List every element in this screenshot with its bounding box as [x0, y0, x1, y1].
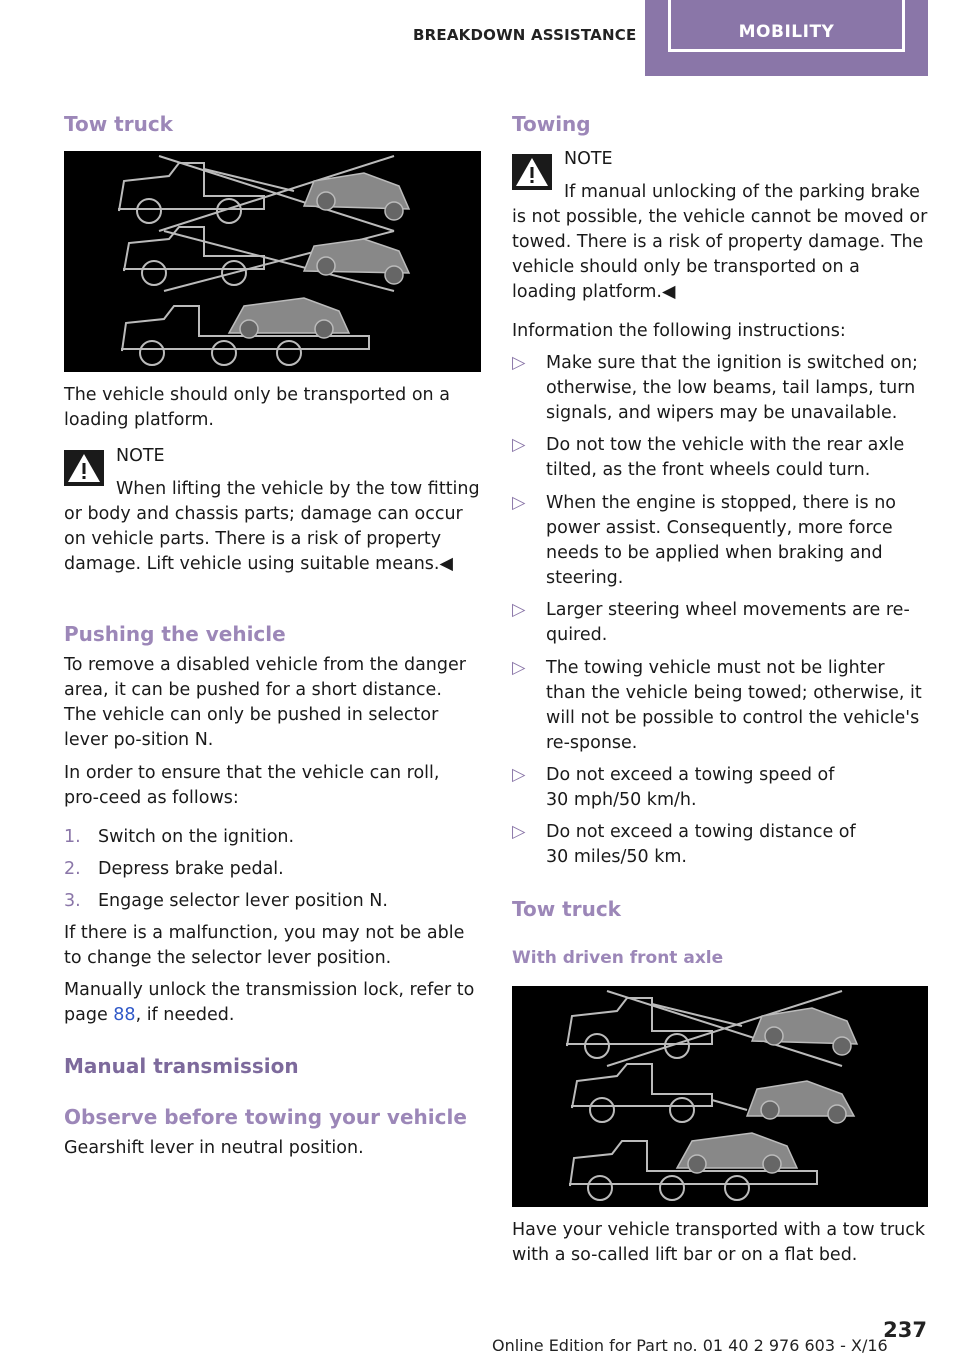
manual-transmission-heading: Manual transmission — [64, 1054, 299, 1078]
bullet-marker: ▷ — [512, 353, 526, 373]
tow-truck-drawing — [64, 151, 481, 372]
front-axle-heading: With driven front axle — [512, 948, 724, 968]
note-text: or body and chassis parts; damage can occur on vehicle parts. There is a risk of property damage. Lift vehicle using suitable means.◀ — [64, 504, 463, 574]
unlock-text-b: , if needed. — [135, 1005, 235, 1025]
page-link[interactable]: 88 — [113, 1005, 136, 1025]
gearshift-paragraph: Gearshift lever in neutral position. — [64, 1138, 364, 1158]
note-label: NOTE — [564, 149, 613, 169]
unlock-paragraph — [64, 978, 479, 1028]
bullet-text: Do not tow the vehicle with the rear axle tilted, as the front wheels could turn. — [546, 435, 905, 480]
bullet-marker: ▷ — [512, 822, 526, 842]
bullet-text: Do not exceed a towing speed of 30 mph/50 km/h. — [546, 765, 835, 810]
info-paragraph: Information the following instructions: — [512, 321, 846, 341]
bullet-marker: ▷ — [512, 435, 526, 455]
bullet-text: When the engine is stopped, there is no power assist. Consequently, more force needs to be applied when braking and steering. — [546, 493, 896, 588]
page-number: 237 — [883, 1318, 927, 1342]
transport-paragraph: Have your vehicle transported with a tow truck with a so-called lift bar or on a flat bed. — [512, 1220, 925, 1265]
pushing-paragraph: To remove a disabled vehicle from the danger area, it can be pushed for a short distance. The vehicle can only be pushed in selector lever po‐sition N. — [64, 655, 466, 750]
bullet-text: Make sure that the ignition is switched on; otherwise, the low beams, tail lamps, turn signals, and wipers may be unavailable. — [546, 353, 918, 423]
bullet-text: Larger steering wheel movements are re‐quired. — [546, 600, 910, 645]
bullet-marker: ▷ — [512, 658, 526, 678]
tow-truck-heading: Tow truck — [64, 112, 173, 136]
towing-heading: Towing — [512, 112, 591, 136]
step-number: 1. — [64, 827, 81, 847]
note-text-first-line: If manual unlocking of the parking brake — [564, 182, 920, 202]
step-number: 3. — [64, 891, 81, 911]
warning-icon — [512, 154, 552, 190]
malfunction-paragraph: If there is a malfunction, you may not be able to change the selector lever position. — [64, 923, 465, 968]
step-number: 2. — [64, 859, 81, 879]
warning-icon — [64, 450, 104, 486]
tow-truck-illustration — [64, 151, 481, 372]
chapter-tab-label: MOBILITY — [738, 22, 835, 42]
tow-truck-heading-right: Tow truck — [512, 897, 621, 921]
tow-truck-paragraph: The vehicle should only be transported on a loading platform. — [64, 385, 450, 430]
bullet-marker: ▷ — [512, 600, 526, 620]
note-text-first-line: When lifting the vehicle by the tow fitting — [116, 479, 480, 499]
pushing-heading: Pushing the vehicle — [64, 622, 286, 646]
step-text: Switch on the ignition. — [98, 827, 295, 847]
step-text: Depress brake pedal. — [98, 859, 284, 879]
observe-heading: Observe before towing your vehicle — [64, 1105, 467, 1129]
bullet-text: The towing vehicle must not be lighter than the vehicle being towed; otherwise, it will not be possible to control the vehicle's re‐sponse. — [546, 658, 922, 753]
note-label: NOTE — [116, 446, 165, 466]
step-text: Engage selector lever position N. — [98, 891, 388, 911]
section-title: BREAKDOWN ASSISTANCE — [413, 26, 637, 44]
front-axle-illustration — [512, 986, 928, 1207]
footer-edition: Online Edition for Part no. 01 40 2 976 603 - X/16 — [492, 1336, 888, 1355]
note-text: is not possible, the vehicle cannot be moved or towed. There is a risk of property damage. The vehicle should only be transported on a loading platform.◀ — [512, 207, 928, 302]
bullet-marker: ▷ — [512, 493, 526, 513]
bullet-marker: ▷ — [512, 765, 526, 785]
unlock-text-a: Manually unlock the transmission lock, refer to page — [64, 980, 475, 1025]
front-axle-drawing — [512, 986, 928, 1207]
ensure-paragraph: In order to ensure that the vehicle can roll, pro‐ceed as follows: — [64, 763, 440, 808]
bullet-text: Do not exceed a towing distance of 30 miles/50 km. — [546, 822, 856, 867]
